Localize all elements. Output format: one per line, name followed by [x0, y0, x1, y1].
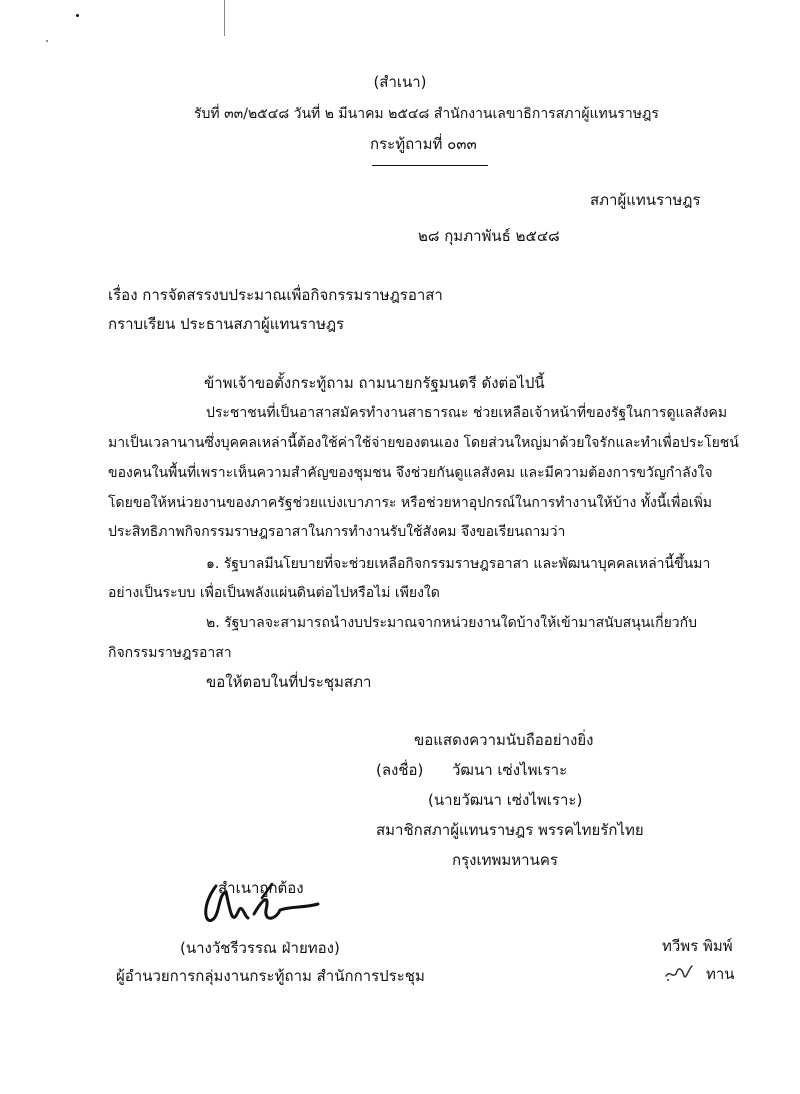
question-1-line: อย่างเป็นระบบ เพื่อเป็นพลังแผ่นดินต่อไปหรือไม่ เพียงใด [108, 585, 440, 601]
addressee-line: กราบเรียน ประธานสภาผู้แทนราษฎร [108, 315, 345, 333]
certifier-title: ผู้อำนวยการกลุ่มงานกระทู้ถาม สำนักการประชุม [116, 967, 425, 985]
certifier-name: (นางวัชรีวรรณ ฝ่ายทอง) [180, 939, 340, 957]
header-divider [372, 165, 488, 166]
sign-name: วัฒนา เซ่งไพเราะ [452, 761, 568, 779]
sender-org: สภาผู้แทนราษฎร [590, 191, 701, 209]
copy-label: (สำเนา) [373, 73, 427, 91]
signer-full-name: (นายวัฒนา เซ่งไพเราะ) [428, 791, 583, 809]
question-2-line: กิจกรรมราษฎรอาสา [108, 645, 232, 661]
checked-by: ทาน [706, 965, 735, 983]
body-paragraph-line: มาเป็นเวลานานซึ่งบุคคลเหล่านี้ต้องใช้ค่าใช้จ่ายของตนเอง โดยส่วนใหญ่มาด้วยใจรักและทำเพื่อประโยชน์ [108, 435, 739, 451]
scan-dot [46, 40, 48, 42]
certified-copy-label: สำเนาถูกต้อง [218, 879, 304, 897]
body-paragraph-line: ประชาชนที่เป็นอาสาสมัครทำงานสาธารณะ ช่วยเหลือเจ้าหน้าที่ของรัฐในการดูแลสังคม [206, 405, 728, 421]
subject-line: เรื่อง การจัดสรรงบประมาณเพื่อกิจกรรมราษฎรอาสา [108, 286, 443, 304]
received-line: รับที่ ๓๓/๒๕๔๘ วันที่ ๒ มีนาคม ๒๕๔๘ สำนักงานเลขาธิการสภาผู้แทนราษฎร [194, 106, 659, 122]
question-1-line: ๑. รัฐบาลมีนโยบายที่จะช่วยเหลือกิจกรรมราษฎรอาสา และพัฒนาบุคคลเหล่านี้ขึ้นมา [206, 556, 711, 572]
handwritten-signature [196, 880, 326, 938]
closing-request: ขอให้ตอบในที่ประชุมสภา [206, 673, 372, 691]
body-paragraph-line: โดยขอให้หน่วยงานของภาครัฐช่วยแบ่งเบาภาระ หรือช่วยหาอุปกรณ์ในการทำงานให้บ้าง ทั้งนี้เพื่อเพิ่ม [108, 495, 713, 511]
body-paragraph-line: ประสิทธิภาพกิจกรรมราษฎรอาสาในการทำงานรับใช้สังคม จึงขอเรียนถามว่า [108, 524, 566, 540]
scan-mark-vertical [224, 0, 225, 36]
regards-line: ขอแสดงความนับถืออย่างยิ่ง [414, 731, 594, 749]
signer-province: กรุงเทพมหานคร [452, 851, 558, 869]
typist-initials [662, 956, 702, 984]
intro-line: ข้าพเจ้าขอตั้งกระทู้ถาม ถามนายกรัฐมนตรี ดังต่อไปนี้ [204, 374, 545, 392]
question-number: กระทู้ถามที่ ๐๓๓ [370, 135, 477, 153]
signer-position: สมาชิกสภาผู้แทนราษฎร พรรคไทยรักไทย [376, 821, 644, 839]
body-paragraph-line: ของคนในพื้นที่เพราะเห็นความสำคัญของชุมชน จึงช่วยกันดูแลสังคม และมีความต้องการขวัญกำลังใจ [108, 465, 713, 481]
scan-dot [76, 14, 79, 17]
sign-label: (ลงชื่อ) [376, 761, 424, 779]
letter-date: ๒๘ กุมภาพันธ์ ๒๕๔๘ [418, 227, 560, 245]
typed-by: ทวีพร พิมพ์ [662, 937, 733, 955]
question-2-line: ๒. รัฐบาลจะสามารถนำงบประมาณจากหน่วยงานใดบ้างให้เข้ามาสนับสนุนเกี่ยวกับ [206, 615, 698, 631]
